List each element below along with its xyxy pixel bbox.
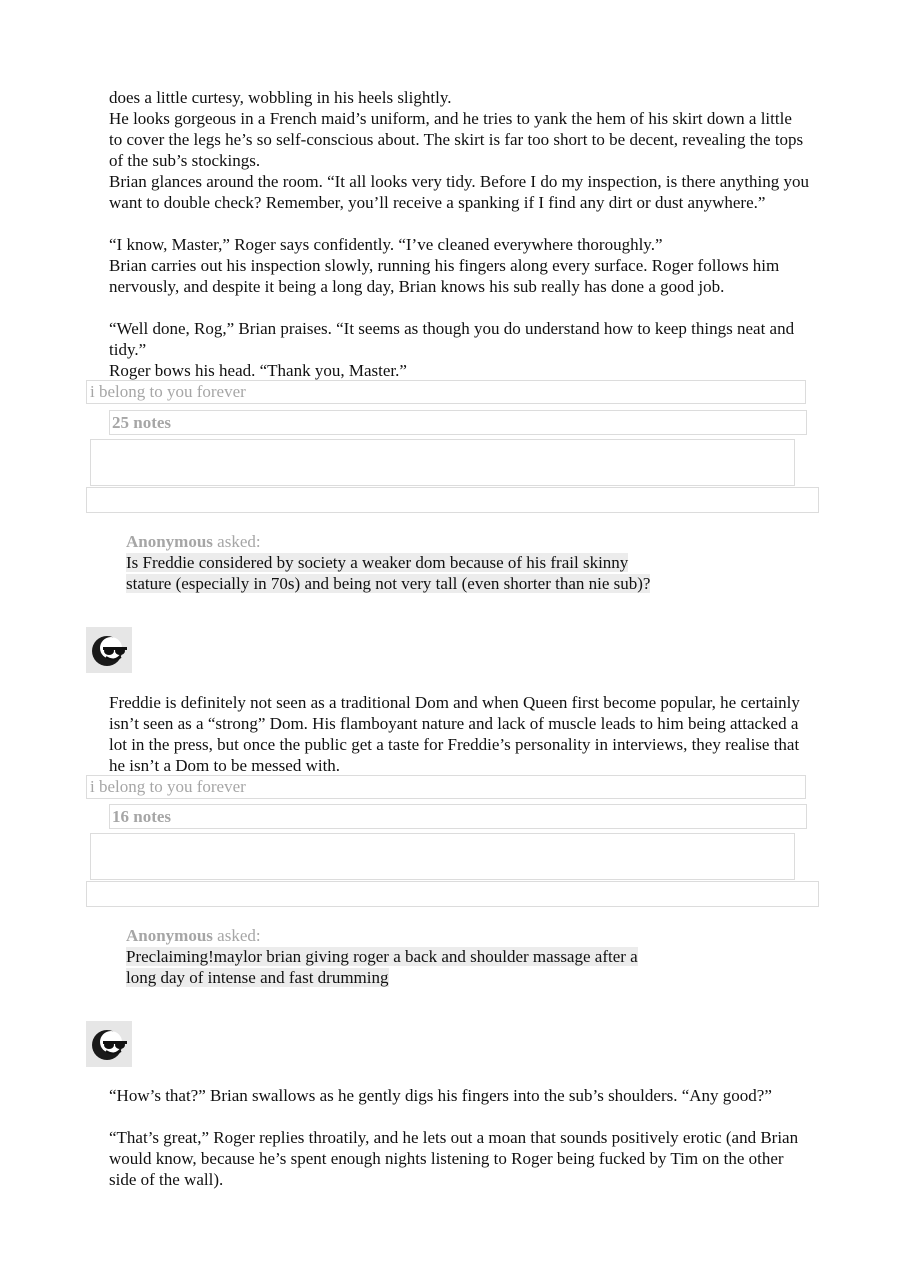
asker-name[interactable]: Anonymous (126, 532, 213, 551)
story-paragraph: “How’s that?” Brian swallows as he gently digs his fingers into the sub’s shoulders. “Any good?” (109, 1086, 772, 1105)
story-paragraph: does a little curtesy, wobbling in his heels slightly. (109, 88, 452, 107)
notes-count[interactable]: 16 notes (109, 804, 807, 829)
post-footer (86, 487, 819, 513)
notes-count[interactable]: 25 notes (109, 410, 807, 435)
source-link[interactable]: i belong to you forever (86, 775, 806, 799)
notes-panel (90, 833, 795, 880)
asker-name[interactable]: Anonymous (126, 926, 213, 945)
avatar[interactable] (86, 627, 132, 673)
question-line: long day of intense and fast drumming (126, 968, 389, 987)
question-line: Preclaiming!maylor brian giving roger a back and shoulder massage after a (126, 947, 638, 966)
asker-suffix: asked: (212, 532, 261, 551)
sunglasses-smiley-icon (86, 627, 132, 673)
question-text (126, 946, 638, 988)
sunglasses-smiley-icon (86, 1021, 132, 1067)
story-paragraph: “Well done, Rog,” Brian praises. “It seems as though you do understand how to keep things neat and tidy.” (109, 319, 795, 359)
source-link[interactable]: i belong to you forever (86, 380, 806, 404)
story-paragraph: Brian glances around the room. “It all looks very tidy. Before I do my inspection, is there anything you want to double check? Remember, you’ll receive a spanking if I find any dirt or dust anywhere.” (109, 172, 809, 212)
asker-suffix: asked: (212, 926, 261, 945)
asker-line (126, 531, 261, 552)
post-footer (86, 881, 819, 907)
story-paragraph: “That’s great,” Roger replies throatily, and he lets out a moan that sounds positively erotic (and Brian would know, because he’s spent enough nights listening to Roger being fucked by Tim on the other side of the wall). (109, 1128, 799, 1189)
question-line: Is Freddie considered by society a weaker dom because of his frail skinny (126, 553, 629, 572)
story-paragraph: Roger bows his head. “Thank you, Master.” (109, 361, 407, 380)
story-paragraph: He looks gorgeous in a French maid’s uniform, and he tries to yank the hem of his skirt down a little to cover the legs he’s so self-conscious about. The skirt is far too short to be decent, revealing the tops of the sub’s stockings. (109, 109, 804, 170)
avatar[interactable] (86, 1021, 132, 1067)
answer-text: Freddie is definitely not seen as a traditional Dom and when Queen first become popular, he certainly isn’t seen as a “strong” Dom. His flamboyant nature and lack of muscle leads to him being attacked a lot in the press, but once the public get a taste for Freddie’s personality in interviews, they realise that he isn’t a Dom to be messed with. (109, 693, 800, 775)
question-text (126, 552, 650, 594)
asker-line (126, 925, 261, 946)
notes-panel (90, 439, 795, 486)
story-paragraph: “I know, Master,” Roger says confidently. “I’ve cleaned everywhere thoroughly.” (109, 235, 663, 254)
story-paragraph: Brian carries out his inspection slowly, running his fingers along every surface. Roger follows him nervously, and despite it being a long day, Brian knows his sub really has done a good job. (109, 256, 780, 296)
question-line: stature (especially in 70s) and being not very tall (even shorter than nie sub)? (126, 574, 651, 593)
